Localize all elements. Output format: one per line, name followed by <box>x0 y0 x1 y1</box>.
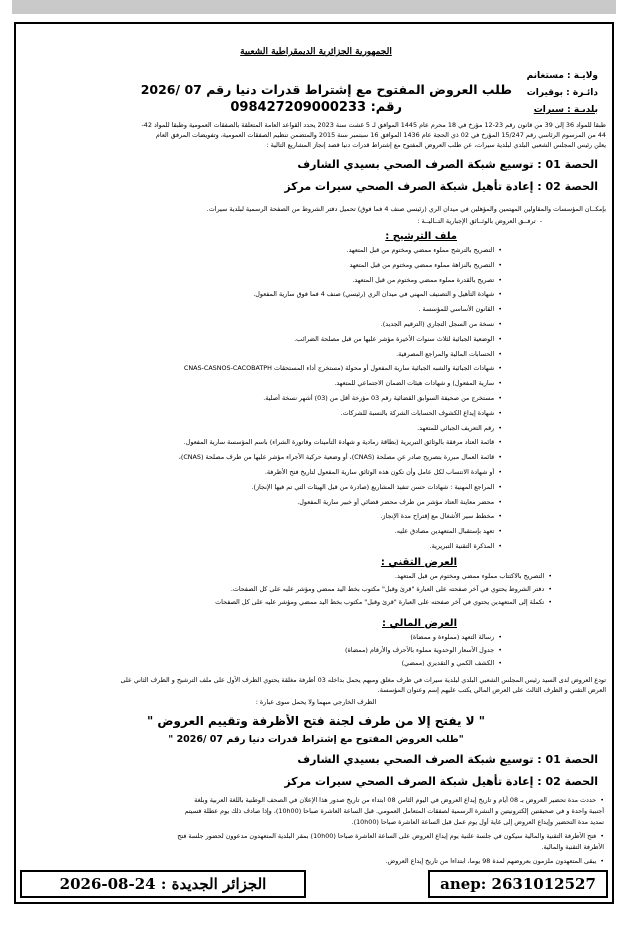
intro-line-1: طبقا للمواد 36 إلى 39 من قانون رقم 23-12 مؤرخ في 18 محرم عام 1445 الموافق لـ 5 غشت سنة 2023 يحدد القواعد العامة المتعلقة بالصفقات العمومية وطبقا للمواد 42- <box>141 121 606 129</box>
note-validity: • يبقى المتعهدون ملزمون بعروضهم لمدة 98 يوما، ابتداءا من تاريخ إيداع العروض. <box>22 857 604 866</box>
note-opening-2: الأظرفة التقنية والمالية. <box>541 843 604 851</box>
note-opening-1: • فتح الأظرفة التقنية والمالية سيكون في جلسة علنية يوم إيداع العروض على الساعة العاشرة صباحا (10h00) بمقر البلدية المتعهدون مدعوون لحضور جلسة فتح <box>22 832 604 841</box>
candidature-item: • نسخة من السجل التجاري (الترقيم الجديد). <box>32 320 502 329</box>
lot-01-repeat: الحصة 01 : توسيع شبكة الصرف الصحي بسيدي الشارف <box>297 753 598 766</box>
financial-heading: العرض المالي : <box>382 618 457 629</box>
tender-title: طلب العروض المفتوح مع إشتراط قدرات دنيا رقم 07 /2026 <box>140 82 512 97</box>
candidature-item: • مستخرج من صحيفة السوابق القضائية رقم 03 مؤرخة أقل من (03) أشهر نسخة أصلية. <box>32 394 502 403</box>
financial-item: • رسالة التعهد (مملوءة و ممضاة) <box>202 633 502 642</box>
technical-item: • تكملة إلى المتعهدين يحتوي في آخر صفحته على العبارة "قرئ وقبل" مكتوب بخط اليد ممضي ومؤشر عليه على كل الصفحات <box>32 598 552 607</box>
note-deadline-1: • حددت مدة تحضير العروض بـ 08 أيام و تاريخ إيداع العروض في اليوم الثامن 08 ابتداء من تاريخ صدور هذا الإعلان في الصحف الوطنية باللغة العربية وبلغة <box>22 796 604 805</box>
technical-heading: العرض التقني : <box>380 557 457 568</box>
envelope-mention: " لا يفتح إلا من طرف لجنة فتح الأظرفة وتقييم العروض " <box>146 714 486 728</box>
candidature-item: • أو شهادة الانتساب لكل عامل وأن تكون هذه الوثائق سارية المفعول لتاريخ فتح الأظرفة. <box>32 468 502 477</box>
candidature-item: • قائمة العمال مبررة بتصريح صادر عن مصلحة (CNAS)، أو وضعية حركية الأجراء مؤشر عليها من طرف مصلحة (CNAS)، <box>32 453 502 462</box>
newspaper-box: الجزائر الجديدة : 24-08-2026 <box>20 870 306 898</box>
candidature-item: • القانون الأساسي للمؤسسة . <box>32 305 502 314</box>
candidature-item: • الوضعية الجبائية لثلاث سنوات الأخيرة مؤشر عليها من قبل مصلحة الضرائب. <box>32 335 502 344</box>
deposit-line-1: تودع العروض لدى السيد رئيس المجلس الشعبي البلدي لبلدية سيرات في ظرف مغلق ومبهم يحمل بداخله 03 أظرفة مغلقة يحتوي الظرف الأول على ملف الترشيح و الظرف الثاني على <box>120 676 606 684</box>
candidature-item: • المراجع المهنية : شهادات حسن تنفيذ المشاريع (صادرة من قبل الهيئات التي تم فيها الإنجاز). <box>32 483 502 492</box>
commune-label: بلديـة : سيرات <box>533 105 598 115</box>
candidature-item: • محضر معاينة العتاد مؤشر من طرف محضر قضائي أو خبير سارية المفعول. <box>32 498 502 507</box>
candidature-item: • تصريح بالقدرة مملوء ممضي ومختوم من قبل المتعهد. <box>32 276 502 285</box>
anep-box: anep: 2631012527 <box>428 870 608 898</box>
financial-item: • الكشف الكمي و التقديري (ممضي) <box>202 659 502 668</box>
republic-header: الجمهورية الجزائرية الديمقراطية الشعبية <box>240 47 392 57</box>
note-deadline-3: تمديد مدة التحضير وإيداع العروض إلى غاية أول يوم عمل قبل الساعة العاشرة صباحا (10h00). <box>351 818 604 826</box>
deposit-line-3: الظرف الخارجي مبهما ولا يحمل سوى عبارة : <box>255 698 377 706</box>
lot-02-repeat: الحصة 02 : إعادة تأهيل شبكة الصرف الصحي سيرات مركز <box>284 775 598 788</box>
lot-02: الحصة 02 : إعادة تأهيل شبكة الصرف الصحي سيرات مركز <box>284 180 598 193</box>
intro-line-2: 44 من المرسوم الرئاسي رقم 15/247 المؤرخ في 02 ذي الحجة عام 1436 الموافق 16 سبتمبر سنة 2015 والمتضمن تنظيم الصفقات العمومية، وتفويضات المرفق العام <box>155 131 606 139</box>
top-gray-bar <box>12 0 616 14</box>
lot-01: الحصة 01 : توسيع شبكة الصرف الصحي بسيدي الشارف <box>297 158 598 171</box>
candidature-heading: ملف الترشيح : <box>385 231 457 242</box>
technical-item: • التصريح بالاكتتاب مملوء ممضي ومختوم من قبل المتعهد. <box>32 572 552 581</box>
candidature-item: • شهادة إيداع الكشوف الحسابات الشركة بالنسبة للشركات. <box>32 409 502 418</box>
candidature-item: • مخطط سير الأشغال مع إقتراح مدة الإنجاز. <box>32 512 502 521</box>
technical-item: • دفتر الشروط يحتوي في آخر صفحته على العبارة "قرئ وقبل" مكتوب بخط اليد ممضي ومؤشر عليه على كل الصفحات. <box>32 585 552 594</box>
announcement-frame <box>14 22 614 904</box>
envelope-tender: "طلب العروض المفتوح مع إشتراط قدرات دنيا رقم 07 /2026 " <box>168 734 464 745</box>
intro-line-3: يعلن رئيس المجلس الشعبي البلدي لبلدية سيرات، عن طلب العروض المفتوح مع إشتراط قدرات دنيا قصد إنجاز المشاريع التالية : <box>266 141 606 149</box>
deposit-line-2: العرض التقني و الظرف الثالث على العرض المالي يكتب عليهم إسم وعنوان المؤسسة. <box>377 686 606 694</box>
candidature-item: • الحسابات المالية والمراجع المصرفية. <box>32 350 502 359</box>
candidature-item: • قائمة العتاد مرفقة بالوثائق التبريرية (بطاقة رمادية و شهادة التأمينات وفاتورة الشراء) باسم المؤسسة سارية المفعول. <box>32 438 502 447</box>
candidature-item: • المذكرة التقنية التبريرية. <box>32 542 502 551</box>
candidature-item: • شهادات الجبائية والشبه الجبائية سارية المفعول أو محولة (مستخرج أداء المستحقات CNAS-CASNOS-CACOBATPH <box>32 364 502 373</box>
candidature-item: • شهادة التأهيل و التصنيف المهني في ميدان الري (رئيسي) صنف 4 فما فوق سارية المفعول. <box>32 290 502 299</box>
tender-number: رقم: 098427209000233 <box>230 100 402 115</box>
documents-line: - ترفــق العروض بالوثــائق الإجبارية التــاليــة : <box>142 217 542 226</box>
availability-line: بإمكــان المؤسسات والمقاولين المهتمين والمؤهلين في ميدان الري (رئيسي صنف 4 فما فوق) تحميل دفتر الشروط من الصفحة الرسمية لبلدية سيرات. <box>206 205 606 213</box>
daira-label: دائـرة : بوقيرات <box>526 88 598 98</box>
candidature-item: • رقم التعريف الجبائي للمتعهد. <box>32 424 502 433</box>
candidature-item: • تعهد بإستقبال المتعهدين مصادق عليه. <box>32 527 502 536</box>
candidature-item: • التصريح بالنزاهة مملوء ممضي ومختوم من قبل المتعهد <box>32 261 502 270</box>
note-deadline-2: أجنبية واحدة و في صحيفتين إلكترونيتين و النشرة الرسمية لصفقات المتعامل العمومي. قبل الساعة العاشرة صباحا (10h00)، وإذا صادف ذلك يوم عطلة فسيتم <box>184 807 604 815</box>
wilaya-label: ولايـة : مستغانم <box>526 71 598 81</box>
financial-item: • جدول الأسعار الوحدوية مملوء بالأحرف والأرقام (ممضاة) <box>202 646 502 655</box>
candidature-item: • التصريح بالترشح مملوء ممضي ومختوم من قبل المتعهد. <box>32 246 502 255</box>
candidature-item: • سارية المفعول) و شهادات هيئات الضمان الاجتماعي للمتعهد. <box>32 379 502 388</box>
